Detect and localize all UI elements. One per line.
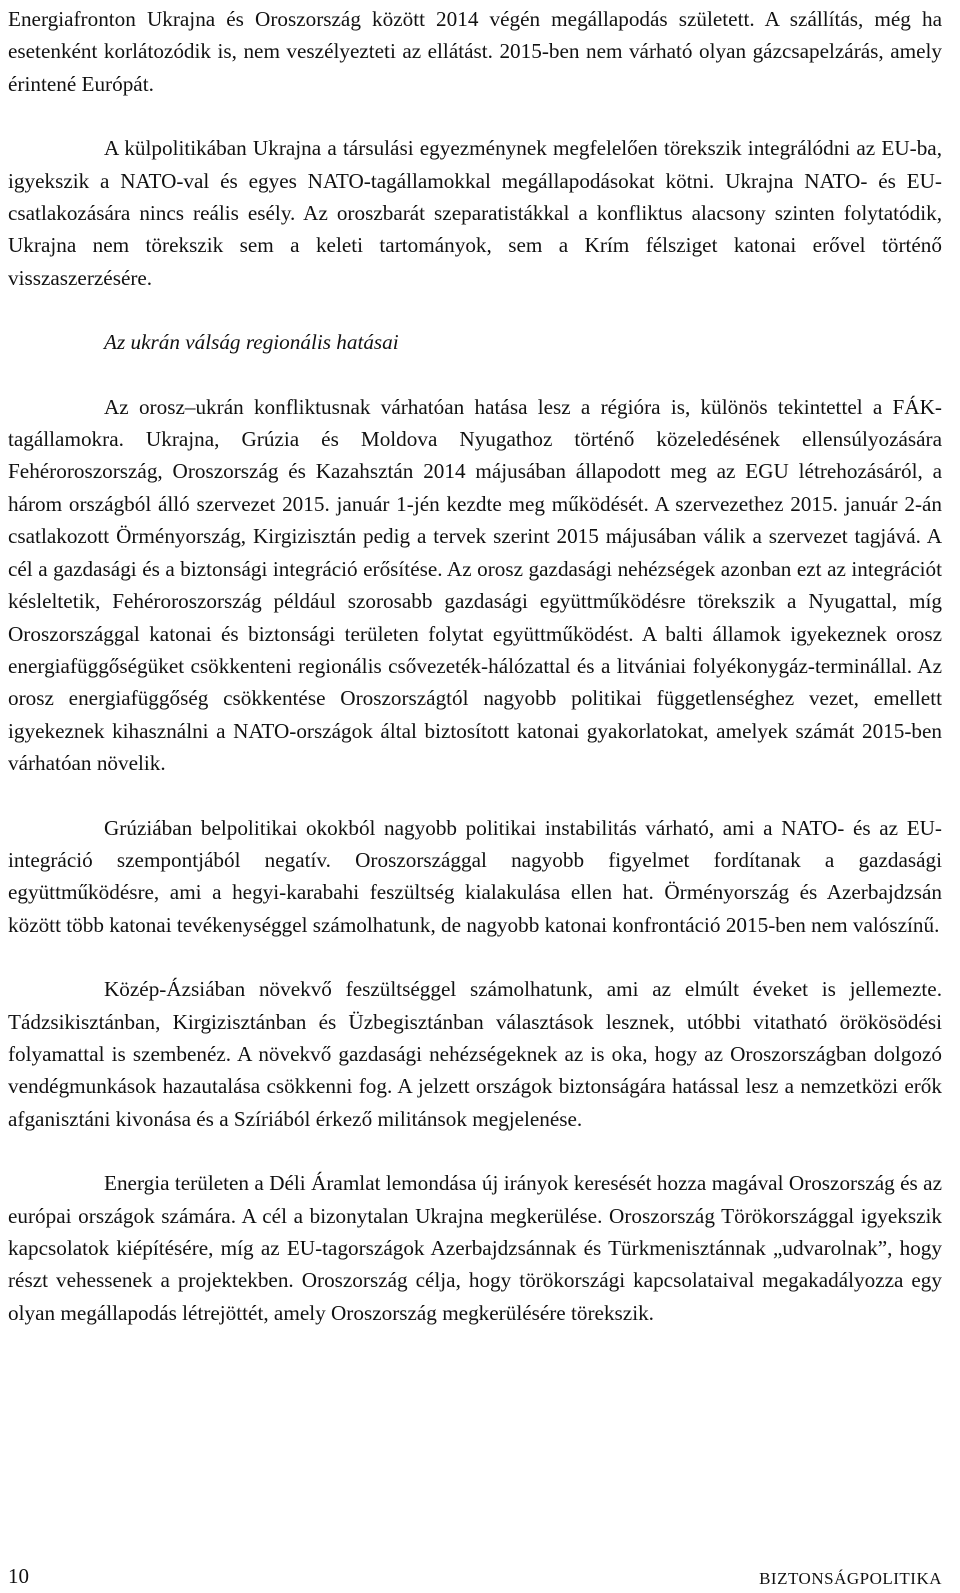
paragraph-gap [8,780,942,812]
document-body [8,3,942,1329]
page-number: 10 [8,1564,29,1588]
paragraph-foreign-policy: A külpolitikában Ukrajna a társulási egyezménynek megfelelően törekszik integrálódni az EU-ba, igyekszik a NATO-val és egyes NATO-tagállamokkal megállapodásokat kötni. Ukrajna NATO- és EU-csatlakozására nincs reális esély. Az oroszbarát szeparatistákkal a konfliktus alacsony szinten folytatódik, Ukrajna nem törekszik sem a keleti tartományok, sem a Krím félsziget katonai erővel történő visszaszerzésére. [8,136,942,290]
paragraph-energy-south-stream: Energia területen a Déli Áramlat lemondása új irányok keresését hozza magával Oroszország és az európai országok számára. A cél a bizonytalan Ukrajna megkerülése. Oroszország Törökországgal igyekszik kapcsolatok kiépítésére, míg az EU-tagországok Azerbajdzsánnak és Türkmenisztánnak „udvarolnak”, hogy részt vehessenek a projektekben. Oroszország célja, hogy törökországi kapcsolataival megakadályozza egy olyan megállapodás létrejöttét, amely Oroszország megkerülésére törekszik. [8,1171,942,1325]
paragraph-central-asia: Közép-Ázsiában növekvő feszültséggel számolhatunk, ami az elmúlt éveket is jellemezte. Tádzsikisztánban, Kirgizisztánban és Üzbegisztánban választások lesznek, utóbbi vitatható örökösödési folyamattal is szembenéz. A növekvő gazdasági nehézségeknek az is oka, hogy az Oroszországban dolgozó vendégmunkások hazautalása csökkenni fog. A jelzett országok biztonságára hatással lesz a nemzetközi erők afganisztáni kivonása és a Szíriából érkező militánsok megjelenése. [8,977,942,1131]
paragraph-gap [8,1135,942,1167]
section-heading: Az ukrán válság regionális hatásai [104,330,399,355]
paragraph-georgia: Grúziában belpolitikai okokból nagyobb politikai instabilitás várható, ami a NATO- és az EU-integráció szempontjából negatív. Oroszországgal nagyobb figyelmet fordítanak a gazdasági együttműködésre, ami a hegyi-karabahi feszültség kialakulása ellen hat. Örményország és Azerbajdzsán között több katonai tevékenységgel számolhatunk, de nagyobb katonai konfrontáció 2015-ben nem valószínű. [8,815,942,937]
paragraph-gap [8,100,942,132]
page-footer [8,1555,942,1589]
paragraph-gap [8,359,942,391]
paragraph-gap [8,941,942,973]
series-title: BIZTONSÁGPOLITIKA [759,1569,942,1588]
paragraph-energy-front: Energiafronton Ukrajna és Oroszország között 2014 végén megállapodás született. A szállítás, még ha esetenként korlátozódik is, nem veszélyezteti az ellátást. 2015-ben nem várható olyan gázcsapelzárás, amely érintené Európát. [8,7,942,96]
paragraph-gap [8,294,942,326]
paragraph-regional-impact: Az orosz–ukrán konfliktusnak várhatóan hatása lesz a régióra is, különös tekintettel a FÁK-tagállamokra. Ukrajna, Grúzia és Moldova Nyugathoz történő közeledésének ellensúlyozására Fehéroroszország, Oroszország és Kazahsztán 2014 májusában állapodott meg az EGU létrehozásáról, a három országból álló szervezet 2015. január 1-jén kezdte meg működését. A szervezethez 2015. január 2-án csatlakozott Örményország, Kirgizisztán pedig a tervek szerint 2015 májusában válik a szervezet tagjává. A cél a gazdasági és a biztonsági integráció erősítése. Az orosz gazdasági nehézségek azonban ezt az integrációt késleltetik, Fehéroroszország például szorosabb gazdasági együttműködésre törekszik a Nyugattal, míg Oroszországgal katonai és biztonsági területen folytat együttműködést. A balti államok igyekeznek orosz energiafüggőségüket csökkenteni regionális csővezeték-hálózattal és a litvániai folyékonygáz-terminállal. Az orosz energiafüggőség csökkentése Oroszországtól nagyobb politikai függetlenséghez vezet, emellett igyekeznek kihasználni a NATO-országok által biztosított katonai gyakorlatokat, amelyek számát 2015-ben várhatóan növelik. [8,394,942,776]
